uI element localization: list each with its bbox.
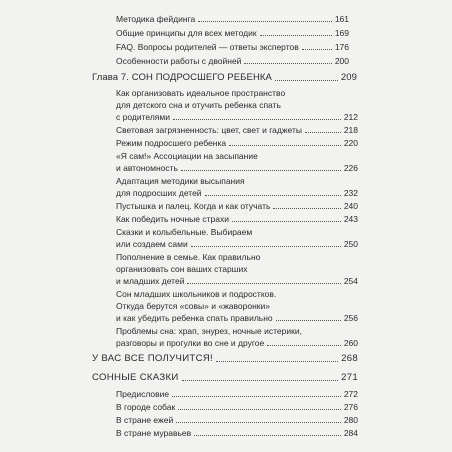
toc-entry bbox=[116, 403, 358, 412]
leader-dots bbox=[178, 409, 341, 410]
leader-dots bbox=[305, 132, 341, 133]
toc-entry-line: Откуда берутся «совы» и «жаворонки» bbox=[116, 301, 270, 311]
toc-entry-page: 240 bbox=[343, 201, 358, 211]
toc-entry bbox=[116, 164, 358, 173]
toc-entry-title: FAQ. Вопросы родителей — ответы экспертов bbox=[116, 42, 299, 52]
leader-dots bbox=[275, 80, 338, 81]
toc-entry-title: Как победить ночные страхи bbox=[116, 214, 229, 224]
toc-entry-title: СОННЫЕ СКАЗКИ bbox=[92, 372, 179, 383]
leader-dots bbox=[302, 49, 332, 50]
toc-entry-title: с родителями bbox=[116, 112, 170, 122]
toc-entry bbox=[116, 429, 358, 438]
toc-entry-title: Общие принципы для всех методик bbox=[116, 28, 257, 38]
toc-entry-line: Проблемы сна: храп, энурез, ночные истерики, bbox=[116, 326, 302, 336]
toc-entry-page: 271 bbox=[341, 372, 358, 383]
toc-entry-page: 212 bbox=[343, 112, 358, 122]
leader-dots bbox=[232, 221, 341, 222]
toc-chapter-heading bbox=[92, 73, 357, 83]
leader-dots bbox=[244, 63, 331, 64]
toc-entry-title: и младших детей bbox=[116, 276, 185, 286]
leader-dots bbox=[191, 246, 341, 247]
toc-entry-title: Пустышка и палец. Когда и как отучать bbox=[116, 201, 271, 211]
leader-dots bbox=[176, 422, 341, 423]
leader-dots bbox=[229, 145, 341, 146]
leader-dots bbox=[172, 396, 341, 397]
toc-entry bbox=[116, 126, 358, 135]
toc-entry bbox=[116, 57, 349, 66]
toc-entry bbox=[116, 43, 349, 52]
toc-entry-page: 176 bbox=[334, 42, 349, 52]
toc-entry-title: В стране ежей bbox=[116, 415, 174, 425]
toc-entry-page: 200 bbox=[334, 56, 349, 66]
leader-dots bbox=[276, 320, 341, 321]
toc-entry-title: В городе собак bbox=[116, 402, 176, 412]
toc-entry-title: разговоры и прогулки во сне и другое bbox=[116, 338, 265, 348]
toc-entry bbox=[116, 339, 358, 348]
leader-dots bbox=[205, 195, 341, 196]
toc-entry-page: 209 bbox=[340, 72, 357, 83]
toc-entry-title: В стране муравьев bbox=[116, 428, 192, 438]
toc-entry-page: 272 bbox=[343, 389, 358, 399]
leader-dots bbox=[194, 435, 341, 436]
toc-entry-title: Особенности работы с двойней bbox=[116, 56, 242, 66]
toc-entry-page: 254 bbox=[343, 276, 358, 286]
leader-dots bbox=[267, 345, 341, 346]
toc-entry bbox=[116, 15, 349, 24]
toc-entry-line: Сказки и колыбельные. Выбираем bbox=[116, 227, 253, 237]
toc-entry bbox=[116, 189, 358, 198]
toc-entry-title: У ВАС ВСЕ ПОЛУЧИТСЯ! bbox=[92, 353, 214, 364]
toc-entry bbox=[116, 202, 358, 211]
toc-entry-page: 169 bbox=[334, 28, 349, 38]
toc-entry-title: Световая загрязненность: цвет, свет и гаджеты bbox=[116, 125, 302, 135]
toc-entry bbox=[116, 314, 358, 323]
toc-entry-title: Предисловие bbox=[116, 389, 170, 399]
leader-dots bbox=[260, 35, 332, 36]
leader-dots bbox=[198, 21, 332, 22]
toc-entry bbox=[116, 240, 358, 249]
toc-entry bbox=[116, 416, 358, 425]
toc-entry-page: 232 bbox=[343, 188, 358, 198]
toc-entry-title: Методика фейдинга bbox=[116, 14, 196, 24]
leader-dots bbox=[273, 208, 340, 209]
leader-dots bbox=[181, 170, 341, 171]
toc-entry-page: 284 bbox=[343, 428, 358, 438]
toc-entry-line: Как организовать идеальное пространство bbox=[116, 88, 286, 98]
leader-dots bbox=[187, 283, 340, 284]
toc-entry-title: для подросших детей bbox=[116, 188, 202, 198]
toc-entry-page: 280 bbox=[343, 415, 358, 425]
toc-entry-page: 250 bbox=[343, 239, 358, 249]
toc-entry bbox=[116, 390, 358, 399]
toc-entry-line: Адаптация методики высыпания bbox=[116, 176, 245, 186]
toc-entry bbox=[116, 139, 358, 148]
toc-entry-page: 218 bbox=[343, 125, 358, 135]
toc-entry-page: 161 bbox=[334, 14, 349, 24]
toc-entry-title: и автономность bbox=[116, 163, 178, 173]
leader-dots bbox=[182, 380, 338, 381]
toc-entry-line: организовать сон ваших старших bbox=[116, 264, 248, 274]
toc-entry bbox=[116, 277, 358, 286]
toc-entry-title: и как убедить ребенка спать правильно bbox=[116, 313, 273, 323]
toc-entry-page: 220 bbox=[343, 138, 358, 148]
toc-entry-title: Глава 7. СОН ПОДРОСШЕГО РЕБЕНКА bbox=[92, 72, 272, 83]
toc-entry bbox=[116, 113, 358, 122]
toc-entry-line: Пополнение в семье. Как правильно bbox=[116, 252, 261, 262]
toc-entry-page: 256 bbox=[343, 313, 358, 323]
toc-section-heading bbox=[92, 354, 358, 364]
toc-entry-page: 260 bbox=[343, 338, 358, 348]
toc-section-heading bbox=[92, 373, 358, 383]
toc-entry-page: 243 bbox=[343, 214, 358, 224]
toc-entry-page: 268 bbox=[341, 353, 358, 364]
toc-entry-line: для детского сна и отучить ребенка спать bbox=[116, 100, 281, 110]
toc-entry bbox=[116, 215, 358, 224]
toc-entry-title: или создаем сами bbox=[116, 239, 188, 249]
toc-entry-page: 226 bbox=[343, 163, 358, 173]
toc-entry-line: «Я сам!» Ассоциации на засыпание bbox=[116, 151, 258, 161]
toc-entry-title: Режим подросшего ребенка bbox=[116, 138, 227, 148]
toc-entry-page: 276 bbox=[343, 402, 358, 412]
toc-entry bbox=[116, 29, 349, 38]
toc-entry-line: Сон младших школьников и подростков. bbox=[116, 289, 277, 299]
leader-dots bbox=[216, 361, 338, 362]
leader-dots bbox=[173, 119, 341, 120]
